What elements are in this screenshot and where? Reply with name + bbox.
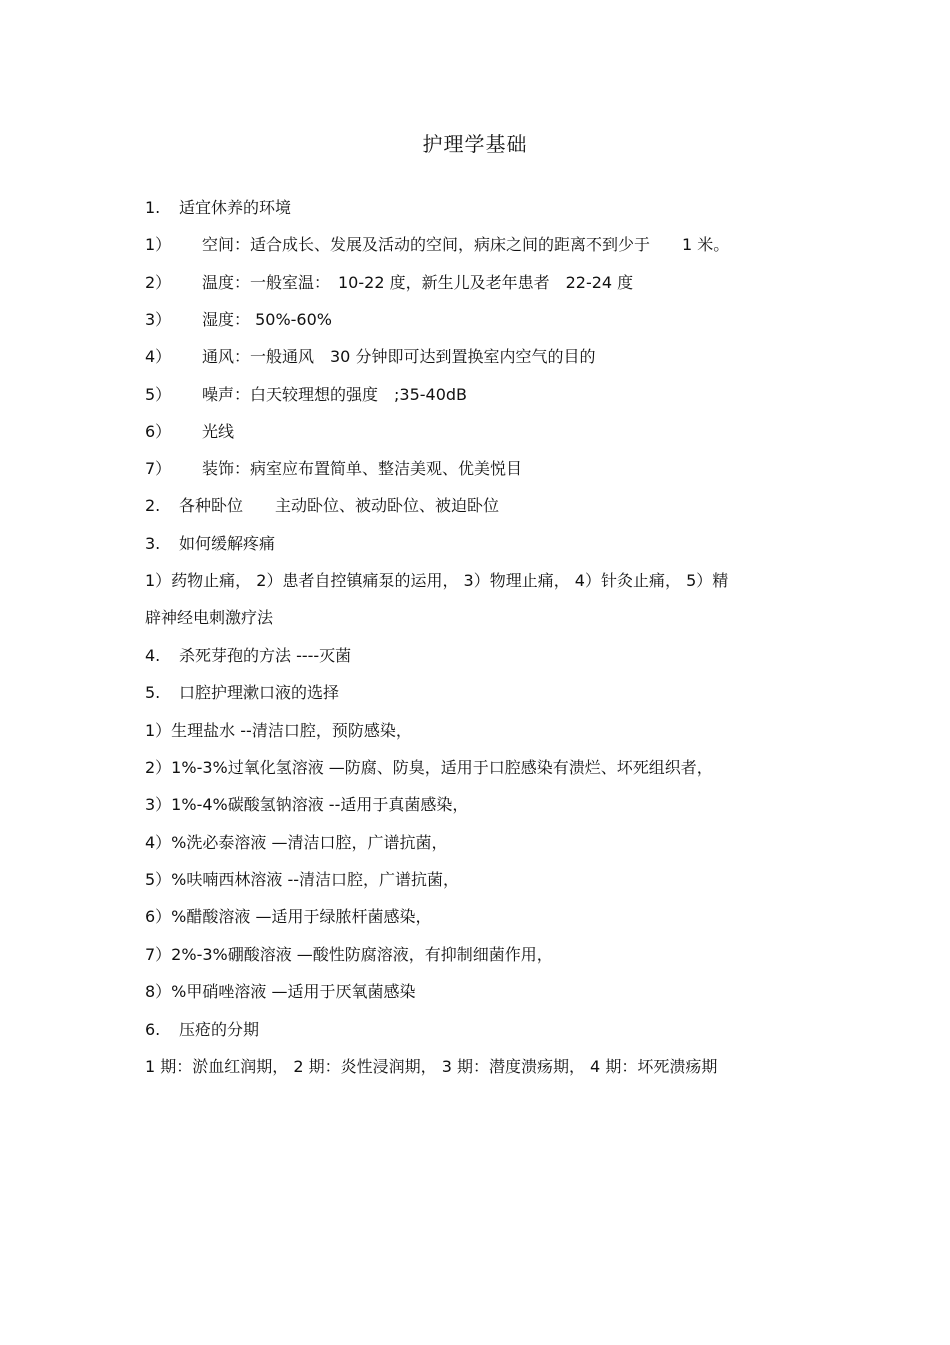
item-text: 口腔护理漱口液的选择 bbox=[179, 683, 340, 702]
item-number: 1. bbox=[145, 198, 161, 217]
item-text: 光线 bbox=[202, 422, 235, 441]
item-number: 2） bbox=[145, 273, 172, 292]
paragraph-line bbox=[145, 981, 415, 1003]
paragraph-line bbox=[145, 720, 412, 742]
item-text: 适宜休养的环境 bbox=[179, 198, 292, 217]
list-item bbox=[145, 346, 595, 368]
paragraph-line bbox=[145, 832, 447, 854]
item-number: 7） bbox=[145, 459, 172, 478]
item-text: 2）1%-3%过氧化氢溶液 —防腐、防臭，适用于口腔感染有溃烂、坏死组织者， bbox=[145, 758, 713, 777]
list-item bbox=[145, 234, 729, 256]
section-heading-3 bbox=[145, 533, 275, 555]
item-number: 4. bbox=[145, 646, 161, 665]
section-heading-5 bbox=[145, 682, 339, 704]
list-item bbox=[145, 384, 467, 406]
section-heading-6 bbox=[145, 1019, 259, 1041]
item-text: 各种卧位 主动卧位、被动卧位、被迫卧位 bbox=[179, 496, 500, 515]
item-number: 6. bbox=[145, 1020, 161, 1039]
section-heading-1 bbox=[145, 197, 291, 219]
item-text: 1）生理盐水 --清洁口腔，预防感染， bbox=[145, 721, 412, 740]
item-number: 3） bbox=[145, 310, 172, 329]
paragraph-line bbox=[145, 906, 431, 928]
item-text: 压疮的分期 bbox=[179, 1020, 260, 1039]
section-heading-4 bbox=[145, 645, 351, 667]
item-number: 5） bbox=[145, 385, 172, 404]
document-title: 护理学基础 bbox=[422, 132, 528, 156]
paragraph-line bbox=[145, 944, 553, 966]
item-text: 3）1%-4%碳酸氢钠溶液 --适用于真菌感染， bbox=[145, 795, 469, 814]
item-text: 5）%呋喃西林溶液 --清洁口腔，广谱抗菌， bbox=[145, 870, 460, 889]
paragraph-line bbox=[145, 1056, 717, 1078]
item-text: 杀死芽孢的方法 ----灭菌 bbox=[179, 646, 352, 665]
item-number: 4） bbox=[145, 347, 172, 366]
section-heading-2 bbox=[145, 495, 499, 517]
item-number: 2. bbox=[145, 496, 161, 515]
paragraph-line bbox=[145, 794, 468, 816]
list-item bbox=[145, 272, 633, 294]
paragraph-line bbox=[145, 570, 728, 592]
item-text: 温度：一般室温： 10-22 度，新生儿及老年患者 22-24 度 bbox=[202, 273, 634, 292]
item-text: 7）2%-3%硼酸溶液 —酸性防腐溶液，有抑制细菌作用， bbox=[145, 945, 553, 964]
list-item bbox=[145, 309, 332, 331]
item-text: 装饰：病室应布置简单、整洁美观、优美悦目 bbox=[202, 459, 523, 478]
paragraph-line bbox=[145, 869, 459, 891]
item-text: 4）%洗必泰溶液 —清洁口腔，广谱抗菌， bbox=[145, 833, 448, 852]
list-item bbox=[145, 458, 522, 480]
item-number: 5. bbox=[145, 683, 161, 702]
paragraph-line bbox=[145, 607, 273, 629]
item-text: 8）%甲硝唑溶液 —适用于厌氧菌感染 bbox=[145, 982, 416, 1001]
item-text: 1 期：淤血红润期， 2 期：炎性浸润期， 3 期：潜度溃疡期， 4 期：坏死溃疡期 bbox=[145, 1057, 718, 1076]
item-number: 6） bbox=[145, 422, 172, 441]
paragraph-line bbox=[145, 757, 713, 779]
item-text: 空间：适合成长、发展及活动的空间，病床之间的距离不到少于 1 米。 bbox=[202, 235, 730, 254]
item-text: 6）%醋酸溶液 —适用于绿脓杆菌感染， bbox=[145, 907, 432, 926]
item-text: 如何缓解疼痛 bbox=[179, 534, 276, 553]
list-item bbox=[145, 421, 234, 443]
item-number: 3. bbox=[145, 534, 161, 553]
item-text: 1）药物止痛， 2）患者自控镇痛泵的运用， 3）物理止痛， 4）针灸止痛， 5）精 bbox=[145, 571, 729, 590]
item-text: 湿度： 50%-60% bbox=[202, 310, 332, 329]
item-number: 1） bbox=[145, 235, 172, 254]
item-text: 噪声：白天较理想的强度 ;35-40dB bbox=[202, 385, 468, 404]
item-text: 通风：一般通风 30 分钟即可达到置换室内空气的目的 bbox=[202, 347, 596, 366]
item-text: 辟神经电刺激疗法 bbox=[145, 608, 274, 627]
